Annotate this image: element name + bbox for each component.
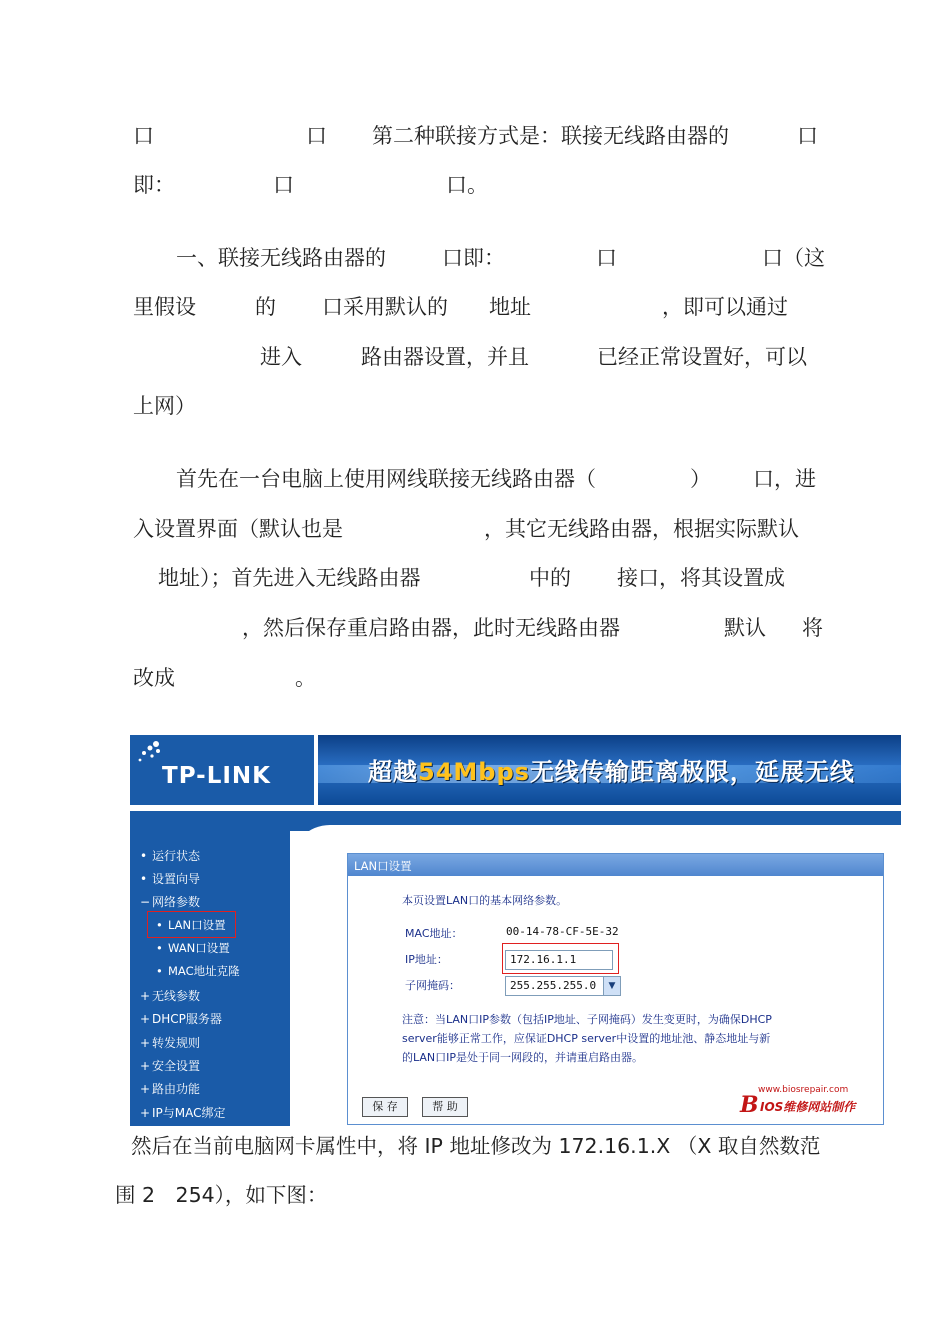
text-fragment: 的 <box>255 295 276 319</box>
sidebar-item[interactable] <box>140 987 200 1004</box>
sidebar-item-label: 运行状态 <box>152 849 201 863</box>
bullet-icon: + <box>140 989 151 1003</box>
mac-value: 00-14-78-CF-5E-32 <box>506 925 619 938</box>
note-line-3: 的LAN口IP是处于同一网段的，并请重启路由器。 <box>402 1051 644 1064</box>
text-fragment: ，然后保存重启路由器，此时无线路由器 <box>242 616 620 640</box>
ip-input[interactable]: 172.16.1.1 <box>505 950 613 970</box>
header-banner <box>318 735 901 805</box>
text-line: 然后在当前电脑网卡属性中，将 IP 地址修改为 172.16.1.X （X 取自然数范 <box>131 1134 821 1158</box>
tp-link-logo: TP-LINK <box>162 763 271 789</box>
panel-title-bar <box>348 854 883 876</box>
bullet-icon: + <box>140 1106 151 1120</box>
text-fragment: 将 <box>802 616 823 640</box>
sidebar-item[interactable] <box>140 1034 200 1051</box>
sidebar-item-label: DHCP服务器 <box>152 1012 222 1026</box>
text-fragment: 口（这 <box>762 246 825 270</box>
watermark-url: www.biosrepair.com <box>758 1085 849 1095</box>
mac-label: MAC地址： <box>405 927 463 940</box>
sidebar-item[interactable] <box>140 1080 200 1097</box>
text-fragment: 中的 <box>529 566 571 590</box>
text-fragment: 口即： <box>442 246 505 270</box>
logo-dots-icon <box>134 739 164 769</box>
text-fragment: 首先在一台电脑上使用网线联接无线路由器（ <box>176 467 596 491</box>
text-fragment: 上网） <box>133 394 196 418</box>
panel-title: LAN口设置 <box>354 859 412 873</box>
bullet-icon: • <box>140 872 148 886</box>
watermark-b: B <box>740 1092 759 1118</box>
text-fragment: 第二种联接方式是：联接无线路由器的 <box>372 124 729 148</box>
text-fragment: 口采用默认的 <box>322 295 448 319</box>
chevron-down-icon[interactable]: ▼ <box>603 977 620 995</box>
text-fragment: 默认 <box>724 616 766 640</box>
banner-slogan: 超越54Mbps无线传输距离极限，延展无线 <box>368 758 855 786</box>
bullet-icon: • <box>156 918 163 932</box>
sidebar-item[interactable] <box>140 1057 200 1074</box>
ip-label: IP地址： <box>405 953 448 966</box>
bullet-icon: − <box>140 895 151 909</box>
lan-setting-panel <box>347 853 884 1125</box>
bullet-icon: • <box>156 941 163 955</box>
sidebar-item-label: IP与MAC绑定 <box>152 1106 226 1120</box>
lan-setting-highlight <box>147 911 236 938</box>
bullet-icon: + <box>140 1012 151 1026</box>
help-button[interactable]: 帮 助 <box>422 1097 468 1117</box>
sidebar-item-label: 路由功能 <box>152 1082 201 1096</box>
text-fragment: 进入 <box>260 345 302 369</box>
text-fragment: 已经正常设置好，可以 <box>597 345 807 369</box>
text-line: 围 2 254），如下图： <box>115 1183 328 1207</box>
sidebar-item-label: WAN口设置 <box>168 941 230 955</box>
router-screenshot <box>130 735 901 1126</box>
bullet-icon: + <box>140 1059 151 1073</box>
text-fragment: 。 <box>295 666 316 690</box>
sidebar-item-label: 网络参数 <box>152 895 201 909</box>
sidebar-item[interactable] <box>140 1010 222 1027</box>
subnet-mask-select[interactable]: 255.255.255.0 ▼ <box>505 976 621 996</box>
sidebar-item[interactable] <box>140 1104 226 1121</box>
sidebar-item-label: 无线参数 <box>152 989 201 1003</box>
text-fragment: 口 <box>273 173 294 197</box>
text-fragment: 口 <box>306 124 327 148</box>
text-fragment: 口 <box>596 246 617 270</box>
note-line-1: 注意：当LAN口IP参数（包括IP地址、子网掩码）发生变更时，为确保DHCP <box>402 1013 772 1026</box>
bullet-icon: • <box>156 964 163 978</box>
text-fragment: 改成 <box>133 666 175 690</box>
panel-intro: 本页设置LAN口的基本网络参数。 <box>402 894 568 907</box>
text-fragment: 路由器设置，并且 <box>361 345 529 369</box>
sidebar-item[interactable] <box>156 940 230 956</box>
text-fragment: 口，进 <box>753 467 816 491</box>
sidebar-item[interactable] <box>140 847 200 864</box>
watermark-text: IOS维修网站制作 <box>760 1100 856 1114</box>
text-fragment: 口。 <box>446 173 488 197</box>
text-fragment: ，其它无线路由器，根据实际默认 <box>484 517 799 541</box>
text-fragment: 入设置界面（默认也是 <box>133 517 343 541</box>
sidebar-item-label: 转发规则 <box>152 1036 201 1050</box>
sidebar-item-label: 安全设置 <box>152 1059 201 1073</box>
sidebar-item-label: LAN口设置 <box>168 918 226 932</box>
sidebar-item[interactable] <box>156 963 240 979</box>
text-fragment: 一、联接无线路由器的 <box>176 246 386 270</box>
save-button[interactable]: 保 存 <box>362 1097 408 1117</box>
sidebar-item[interactable] <box>140 893 200 910</box>
text-fragment: ，即可以通过 <box>662 295 788 319</box>
text-fragment: 地址 <box>489 295 531 319</box>
text-fragment: 口 <box>133 124 154 148</box>
bullet-icon: • <box>140 849 148 863</box>
text-fragment: 地址）；首先进入无线路由器 <box>158 566 421 590</box>
text-fragment: 口 <box>797 124 818 148</box>
tp-link-logo-box <box>130 735 314 805</box>
mask-label: 子网掩码： <box>405 979 460 992</box>
text-fragment: 即： <box>133 173 175 197</box>
sidebar-item[interactable] <box>140 870 200 887</box>
text-fragment: 接口，将其设置成 <box>617 566 785 590</box>
bullet-icon: + <box>140 1036 151 1050</box>
bullet-icon: + <box>140 1082 151 1096</box>
text-fragment: 里假设 <box>133 295 196 319</box>
text-fragment: ） <box>690 467 711 491</box>
sidebar-item-label: 设置向导 <box>152 872 201 886</box>
sidebar-item-label: MAC地址克隆 <box>168 964 240 978</box>
note-line-2: server能够正常工作，应保证DHCP server中设置的地址池、静态地址与新 <box>402 1032 771 1045</box>
